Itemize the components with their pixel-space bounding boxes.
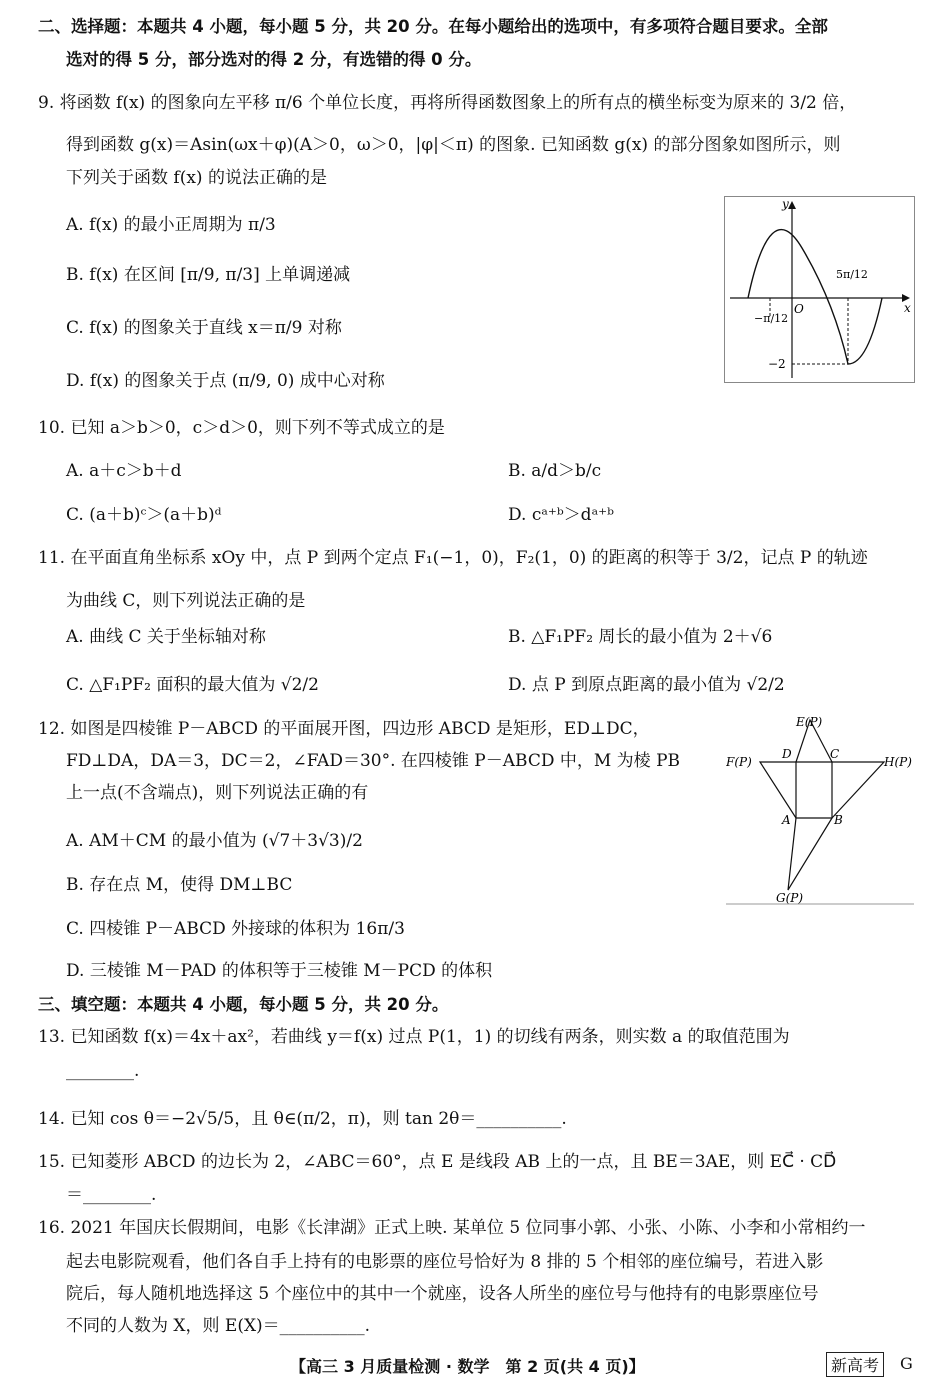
q10-option-b: B. a/d＞b/c [508,461,602,481]
label-g: G(P) [776,891,804,905]
label-b: B [834,813,843,827]
q12-option-b: B. 存在点 M，使得 DM⊥BC [66,875,293,895]
label-d: D [782,747,792,761]
section2-heading-line2: 选对的得 5 分，部分选对的得 2 分，有选错的得 0 分。 [66,50,482,69]
q10-option-d: D. cᵃ⁺ᵇ＞dᵃ⁺ᵇ [508,505,614,525]
q14-line1: 14. 已知 cos θ＝−2√5/5，且 θ∈(π/2，π)，则 tan 2θ＝__________. [38,1109,567,1129]
q12-option-a: A. AM＋CM 的最小值为 (√7＋3√3)/2 [66,831,363,851]
q12-option-d: D. 三棱锥 M－PAD 的体积等于三棱锥 M－PCD 的体积 [66,961,493,981]
sine-curve [748,230,882,364]
q10-option-c: C. (a＋b)ᶜ＞(a＋b)ᵈ [66,505,222,525]
q9-stem-line1: 9. 将函数 f(x) 的图象向左平移 π/6 个单位长度，再将所得函数图象上的所有点的横坐标变为原来的 3/2 倍， [38,93,857,113]
label-e: E(P) [796,715,823,729]
section3-heading: 三、填空题：本题共 4 小题，每小题 5 分，共 20 分。 [38,995,449,1014]
label-h: H(P) [884,755,912,769]
q9-option-d: D. f(x) 的图象关于点 (π/9, 0) 成中心对称 [66,371,385,391]
q16-line2: 起去电影院观看，他们各自手上持有的电影票的座位号恰好为 8 排的 5 个相邻的座位编号，若进入影 [66,1252,824,1272]
origin-label: O [794,302,804,316]
q13-line1: 13. 已知函数 f(x)＝4x＋ax²，若曲线 y＝f(x) 过点 P(1，1) 的切线有两条，则实数 a 的取值范围为 [38,1027,790,1047]
q9-option-b: B. f(x) 在区间 [π/9, π/3] 上单调递减 [66,265,351,285]
q11-option-d: D. 点 P 到原点距离的最小值为 √2/2 [508,675,785,695]
q9-stem-line3: 下列关于函数 f(x) 的说法正确的是 [66,168,327,188]
rectangle-abcd [796,762,832,818]
label-c: C [830,747,840,761]
q13-answer-blank: ________. [66,1061,140,1081]
footer-badge: 新高考 [826,1352,884,1377]
q11-option-b: B. △F₁PF₂ 周长的最小值为 2＋√6 [508,627,773,647]
q12-stem-line1: 12. 如图是四棱锥 P－ABCD 的平面展开图，四边形 ABCD 是矩形，ED⊥DC， [38,719,650,739]
tick-left-label: −π/12 [754,312,789,325]
triangle-fda [760,762,796,818]
triangle-agb [788,818,832,890]
y-label: y [782,197,789,211]
q12-stem-line3: 上一点(不含端点)，则下列说法正确的有 [66,783,369,803]
tick-right-label: 5π/12 [836,268,868,281]
q15-answer-blank: ＝________. [66,1185,157,1205]
label-f: F(P) [726,755,752,769]
section2-heading-line1: 二、选择题：本题共 4 小题，每小题 5 分，共 20 分。在每小题给出的选项中，有多项符合题目要求。全部 [38,17,828,36]
label-a: A [782,813,791,827]
graph-frame [725,197,915,383]
q9-option-a: A. f(x) 的最小正周期为 π/3 [66,215,276,235]
footer-title: 【高三 3 月质量检测 · 数学 第 2 页(共 4 页)】 [290,1357,645,1376]
page-footer [0,1354,950,1384]
q9-sine-graph [724,196,916,384]
min-value-label: −2 [768,357,786,371]
q16-line1: 16. 2021 年国庆长假期间，电影《长津湖》正式上映. 某单位 5 位同事小郭、小张、小陈、小李和小常相约一 [38,1218,866,1238]
q12-pyramid-net-figure [726,712,916,906]
q9-stem-line2: 得到函数 g(x)＝Asin(ωx＋φ)(A＞0，ω＞0，|φ|＜π) 的图象. 已知函数 g(x) 的部分图象如图所示，则 [66,135,841,155]
triangle-chb [832,762,884,818]
x-label: x [904,301,911,315]
q10-stem: 10. 已知 a＞b＞0，c＞d＞0，则下列不等式成立的是 [38,418,445,438]
q16-line4: 不同的人数为 X，则 E(X)＝__________. [66,1316,371,1336]
q9-option-c: C. f(x) 的图象关于直线 x＝π/9 对称 [66,318,342,338]
q11-option-a: A. 曲线 C 关于坐标轴对称 [66,627,266,647]
q15-line1: 15. 已知菱形 ABCD 的边长为 2，∠ABC＝60°，点 E 是线段 AB 上的一点，且 BE＝3AE，则 EC⃗ · CD⃗ [38,1152,837,1172]
q10-option-a: A. a＋c＞b＋d [66,461,182,481]
q12-option-c: C. 四棱锥 P－ABCD 外接球的体积为 16π/3 [66,919,405,939]
y-axis-arrow [788,201,796,209]
q12-stem-line2: FD⊥DA，DA＝3，DC＝2，∠FAD＝30°. 在四棱锥 P－ABCD 中，M 为棱 PB [66,751,681,771]
q11-stem-line1: 11. 在平面直角坐标系 xOy 中，点 P 到两个定点 F₁(−1，0)，F₂(1，0) 的距离的积等于 3/2，记点 P 的轨迹 [38,548,868,568]
q16-line3: 院后，每人随机地选择这 5 个座位中的其中一个就座，设各人所坐的座位号与他持有的电影票座位号 [66,1284,819,1304]
footer-version-letter: G [900,1354,913,1373]
q11-stem-line2: 为曲线 C，则下列说法正确的是 [66,591,306,611]
q11-option-c: C. △F₁PF₂ 面积的最大值为 √2/2 [66,675,319,695]
